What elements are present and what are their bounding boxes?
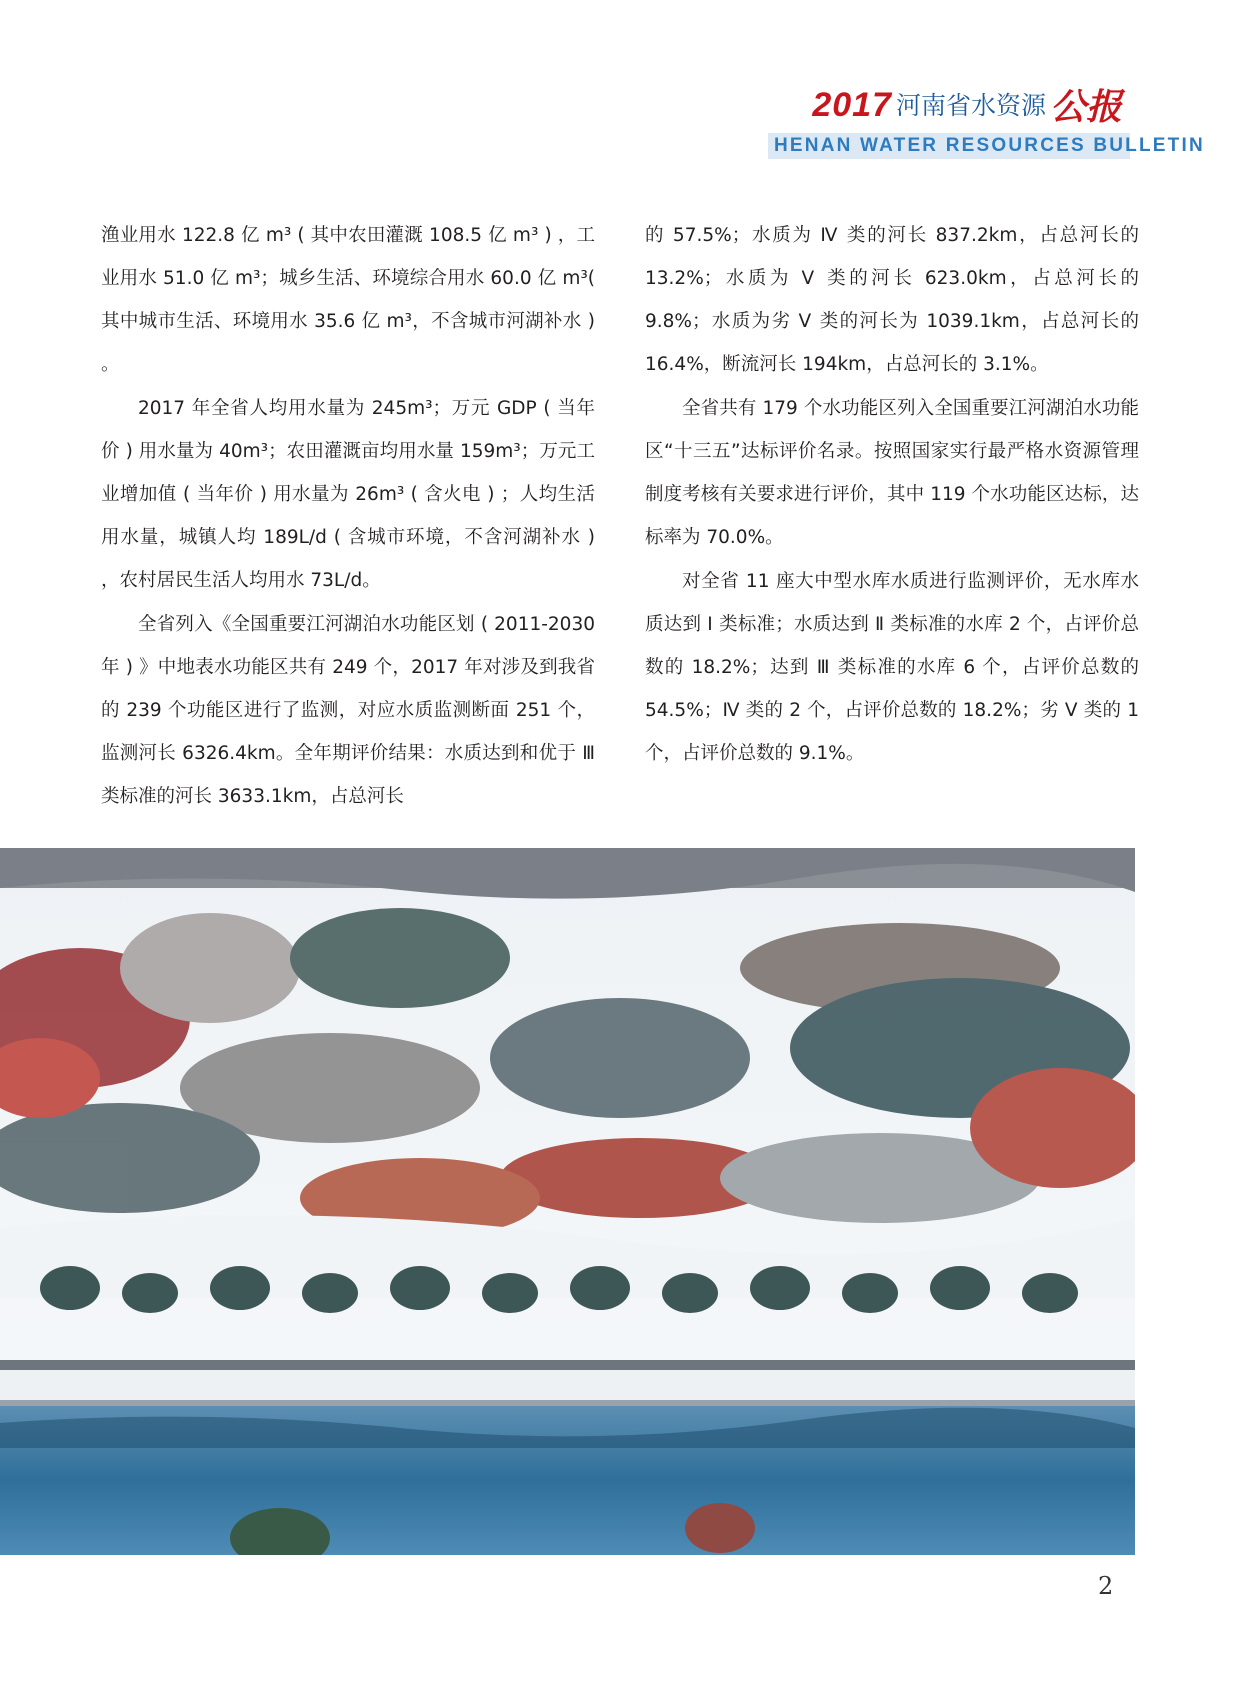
bulletin-suffix: 公报 <box>1049 86 1122 128</box>
left-text-column <box>101 214 595 819</box>
paragraph: 渔业用水 122.8 亿 m³ ( 其中农田灌溉 108.5 亿 m³ ) ，工业用水 51.0 亿 m³；城乡生活、环境综合用水 60.0 亿 m³( 其中城市生活、环境用水 35.6 亿 m³，不含城市河湖补水 ) 。 <box>101 225 595 375</box>
paragraph: 对全省 11 座大中型水库水质进行监测评价，无水库水质达到 Ⅰ 类标准；水质达到 Ⅱ 类标准的水库 2 个，占评价总数的 18.2%；达到 Ⅲ 类标准的水库 6 个，占评价总数的 54.5%；Ⅳ 类的 2 个，占评价总数的 18.2%；劣 Ⅴ 类的 1 个，占评价总数的 9.1%。 <box>645 571 1139 764</box>
page-header <box>0 0 1240 170</box>
paragraph: 2017 年全省人均用水量为 245m³；万元 GDP ( 当年价 ) 用水量为 40m³；农田灌溉亩均用水量 159m³；万元工业增加值 ( 当年价 ) 用水量为 26m³ ( 含火电 ) ；人均生活用水量，城镇人均 189L/d ( 含城市环境，不含河湖补水 ) ，农村居民生活人均用水 73L/d。 <box>101 398 595 591</box>
bulletin-subtitle: HENAN WATER RESOURCES BULLETIN <box>774 135 1205 156</box>
bulletin-year: 2017 <box>812 86 892 124</box>
paragraph: 全省共有 179 个水功能区列入全国重要江河湖泊水功能区“十三五”达标评价名录。按照国家实行最严格水资源管理制度考核有关要求进行评价，其中 119 个水功能区达标，达标率为 70.0%。 <box>645 398 1139 548</box>
snow-landscape-illustration <box>0 848 1135 1555</box>
bulletin-title <box>812 86 1122 128</box>
paragraph: 全省列入《全国重要江河湖泊水功能区划 ( 2011-2030 年 ) 》中地表水功能区共有 249 个，2017 年对涉及到我省的 239 个功能区进行了监测，对应水质监测断面 251 个，监测河长 6326.4km。全年期评价结果：水质达到和优于 Ⅲ 类标准的河长 3633.1km，占总河长 <box>101 614 595 807</box>
right-text-column <box>645 214 1139 776</box>
snow-park-photo <box>0 848 1135 1555</box>
bulletin-name: 河南省水资源 <box>895 91 1046 120</box>
page-number: 2 <box>1098 1572 1114 1600</box>
paragraph: 的 57.5%；水质为 Ⅳ 类的河长 837.2km，占总河长的 13.2%；水质为 Ⅴ 类的河长 623.0km，占总河长的 9.8%；水质为劣 Ⅴ 类的河长为 1039.1km，占总河长的 16.4%，断流河长 194km，占总河长的 3.1%。 <box>645 225 1139 375</box>
